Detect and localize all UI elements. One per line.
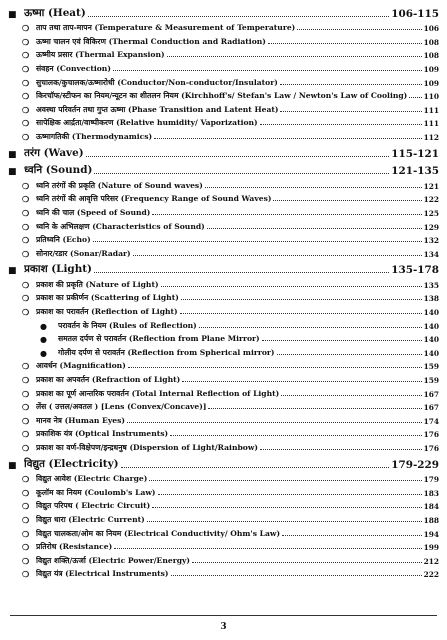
- toc-entry-title: ताप तथा ताप-मापन (Temperature & Measurement of Temperature): [36, 23, 296, 33]
- circle-bullet-icon: ❍: [22, 91, 30, 102]
- toc-entry-title: ऊष्मागतिकी (Thermodynamics): [36, 131, 153, 141]
- toc-item: [8, 471, 439, 485]
- toc-item: [8, 115, 439, 129]
- circle-bullet-icon: ❍: [22, 180, 30, 191]
- circle-bullet-icon: ❍: [22, 194, 30, 205]
- square-bullet-icon: ■: [8, 460, 17, 471]
- toc-entry-title: ऊष्मा (Heat): [24, 6, 86, 19]
- circle-bullet-icon: ❍: [22, 514, 30, 525]
- toc-entry-title: समतल दर्पण से परावर्तन (Reflection from Plane Mirror): [58, 334, 260, 344]
- circle-bullet-icon: ❍: [22, 501, 30, 512]
- toc-item: [8, 204, 439, 218]
- toc-entry-title: सुचालक/कुचालक/ऊष्मारोधी (Conductor/Non-conductor/Insulator): [36, 77, 278, 87]
- toc-entry-title: प्रकाश (Light): [24, 263, 92, 276]
- toc-item: [8, 426, 439, 440]
- toc-entry-title: विद्युत चालकता/ओम का नियम (Electrical Conductivity/ Ohm's Law): [36, 528, 281, 538]
- square-bullet-icon: ■: [8, 9, 17, 20]
- toc-entry-page: 159: [423, 362, 439, 372]
- dot-leader: [181, 298, 422, 300]
- toc-item: [8, 33, 439, 47]
- circle-bullet-icon: ❍: [22, 77, 30, 88]
- toc-entry-title: प्रकाशिक यंत्र (Optical Instruments): [36, 429, 169, 439]
- dot-leader: [127, 421, 422, 423]
- toc-section: [8, 2, 439, 20]
- circle-bullet-icon: ❍: [22, 528, 30, 539]
- dot-leader: [152, 213, 421, 215]
- dot-leader: [192, 561, 422, 563]
- toc-entry-page: 109: [423, 64, 439, 74]
- toc-entry-title: आवर्धन (Magnification): [36, 361, 126, 371]
- toc-entry-page: 167: [423, 403, 439, 413]
- circle-bullet-icon: ❍: [22, 118, 30, 129]
- toc-entry-title: विद्युत शक्ति/ऊर्जा (Electric Power/Energy): [36, 555, 191, 565]
- toc-item: [8, 498, 439, 512]
- toc-entry-page: 212: [423, 556, 439, 566]
- toc-entry-title: अवस्था परिवर्तन तथा गुप्त ऊष्मा (Phase Transition and Latent Heat): [36, 104, 279, 114]
- dot-leader: [167, 55, 422, 57]
- footer-rule: [10, 615, 437, 616]
- toc-entry-title: कूलॉम का नियम (Coulomb's Law): [36, 487, 156, 497]
- toc-entry-title: ऊष्मीय प्रसार (Thermal Expansion): [36, 50, 165, 60]
- dot-leader: [171, 574, 422, 576]
- toc-entry-page: 109: [423, 78, 439, 88]
- toc-subitem: [8, 344, 439, 358]
- toc-section: [8, 160, 439, 178]
- circle-bullet-icon: ❍: [22, 63, 30, 74]
- square-bullet-icon: ■: [8, 266, 17, 277]
- toc-entry-page: 140: [423, 308, 439, 318]
- toc-entry-page: 110: [423, 92, 439, 102]
- dot-bullet-icon: ●: [40, 334, 47, 345]
- dot-leader: [280, 110, 421, 112]
- toc-entry-page: 140: [423, 321, 439, 331]
- toc-item: [8, 412, 439, 426]
- toc-entry-page: 106-115: [391, 7, 439, 20]
- toc-entry-title: ध्वनि (Sound): [24, 164, 93, 177]
- toc-entry-title: मानव नेत्र (Human Eyes): [36, 415, 125, 425]
- toc-entry-page: 111: [423, 119, 439, 129]
- dot-leader: [297, 28, 421, 30]
- toc-item: [8, 88, 439, 102]
- toc-entry-title: संवहन (Convection): [36, 63, 111, 73]
- toc-item: [8, 439, 439, 453]
- toc-entry-page: 174: [423, 416, 439, 426]
- toc-entry-page: 179: [423, 475, 439, 485]
- toc-entry-page: 135: [423, 280, 439, 290]
- circle-bullet-icon: ❍: [22, 555, 30, 566]
- toc-item: [8, 385, 439, 399]
- toc-item: [8, 525, 439, 539]
- page-number: 3: [220, 622, 227, 632]
- circle-bullet-icon: ❍: [22, 542, 30, 553]
- dot-leader: [152, 506, 421, 508]
- dot-leader: [154, 137, 421, 139]
- dot-leader: [94, 271, 389, 273]
- toc-item: [8, 101, 439, 115]
- circle-bullet-icon: ❍: [22, 375, 30, 386]
- toc-entry-title: सापेक्षिक आर्द्रता/वाष्पीकरण (Relative humidity/ Vaporization): [36, 118, 258, 128]
- dot-leader: [114, 547, 421, 549]
- dot-leader: [88, 15, 390, 17]
- dot-leader: [182, 380, 421, 382]
- toc-entry-page: 188: [423, 515, 439, 525]
- toc-entry-title: परावर्तन के नियम (Rules of Reflection): [58, 320, 197, 330]
- toc-entry-page: 184: [423, 502, 439, 512]
- toc-entry-title: विद्युत (Electricity): [24, 457, 119, 470]
- dot-leader: [280, 83, 422, 85]
- circle-bullet-icon: ❍: [22, 415, 30, 426]
- toc-entry-page: 135-178: [391, 264, 439, 277]
- toc-entry-page: 112: [423, 132, 439, 142]
- circle-bullet-icon: ❍: [22, 50, 30, 61]
- toc-item: [8, 245, 439, 259]
- toc-entry-title: प्रकाश का प्रकीर्णन (Scattering of Light): [36, 293, 179, 303]
- toc-entry-title: विद्युत यंत्र (Electrical Instruments): [36, 569, 169, 579]
- toc-item: [8, 177, 439, 191]
- circle-bullet-icon: ❍: [22, 235, 30, 246]
- toc-entry-page: 199: [423, 543, 439, 553]
- toc-item: [8, 276, 439, 290]
- toc-item: [8, 74, 439, 88]
- dot-leader: [260, 448, 422, 450]
- toc-entry-title: लेंस ( उत्तल/अवतल ) [Lens (Convex/Concave)]: [36, 402, 207, 412]
- dot-leader: [133, 254, 422, 256]
- square-bullet-icon: ■: [8, 149, 17, 160]
- dot-leader: [161, 285, 422, 287]
- circle-bullet-icon: ❍: [22, 443, 30, 453]
- dot-leader: [281, 394, 421, 396]
- toc-section: [8, 142, 439, 160]
- dot-leader: [282, 534, 422, 536]
- toc-entry-title: गोलीय दर्पण से परावर्तन (Reflection from Spherical mirror): [58, 347, 275, 357]
- toc-entry-title: विद्युत आवेश (Electric Charge): [36, 474, 148, 484]
- table-of-contents: [8, 2, 439, 579]
- dot-leader: [208, 407, 421, 409]
- toc-entry-title: प्रतिध्वनि (Echo): [36, 235, 91, 245]
- toc-item: [8, 484, 439, 498]
- toc-item: [8, 128, 439, 142]
- dot-leader: [199, 326, 422, 328]
- toc-entry-page: 140: [423, 348, 439, 358]
- toc-entry-title: प्रकाश की प्रकृति (Nature of Light): [36, 279, 159, 289]
- toc-entry-title: प्रकाश का वर्ण-विक्षेपण/इन्द्रधनुष (Dispersion of Light/Rainbow): [36, 443, 258, 452]
- circle-bullet-icon: ❍: [22, 402, 30, 413]
- circle-bullet-icon: ❍: [22, 307, 30, 318]
- toc-item: [8, 303, 439, 317]
- circle-bullet-icon: ❍: [22, 36, 30, 47]
- circle-bullet-icon: ❍: [22, 221, 30, 232]
- toc-item: [8, 290, 439, 304]
- toc-entry-title: विद्युत धारा (Electric Current): [36, 514, 145, 524]
- toc-entry-page: 108: [423, 37, 439, 47]
- circle-bullet-icon: ❍: [22, 131, 30, 142]
- toc-entry-page: 167: [423, 389, 439, 399]
- toc-entry-page: 122: [423, 195, 439, 205]
- toc-entry-page: 159: [423, 376, 439, 386]
- toc-entry-page: 134: [423, 249, 439, 259]
- dot-bullet-icon: ●: [40, 320, 47, 331]
- circle-bullet-icon: ❍: [22, 487, 30, 498]
- toc-item: [8, 511, 439, 525]
- dot-leader: [180, 312, 422, 314]
- toc-entry-title: ध्वनि की चाल (Speed of Sound): [36, 207, 151, 217]
- dot-leader: [113, 69, 422, 71]
- toc-entry-page: 194: [423, 529, 439, 539]
- toc-entry-page: 111: [423, 105, 439, 115]
- toc-entry-page: 176: [423, 430, 439, 440]
- toc-entry-page: 179-229: [391, 458, 439, 471]
- circle-bullet-icon: ❍: [22, 388, 30, 399]
- dot-leader: [86, 155, 390, 157]
- dot-leader: [260, 123, 422, 125]
- dot-leader: [205, 186, 422, 188]
- dot-leader: [147, 520, 422, 522]
- dot-leader: [262, 339, 422, 341]
- circle-bullet-icon: ❍: [22, 293, 30, 304]
- toc-subitem: [8, 317, 439, 331]
- dot-leader: [273, 199, 421, 201]
- toc-item: [8, 218, 439, 232]
- toc-entry-page: 106: [423, 24, 439, 34]
- circle-bullet-icon: ❍: [22, 569, 30, 580]
- toc-entry-page: 132: [423, 236, 439, 246]
- toc-entry-title: ऊष्मा चालन एवं विकिरण (Thermal Conduction and Radiation): [36, 36, 266, 46]
- toc-entry-title: किरचॉफ/स्टीफन का नियम/न्यूटन का शीतलन नियम (Kirchhoff's/ Stefan's Law / Newton's Law of Cooling): [36, 91, 408, 101]
- toc-entry-title: तरंग (Wave): [24, 146, 84, 159]
- toc-item: [8, 358, 439, 372]
- circle-bullet-icon: ❍: [22, 474, 30, 485]
- dot-bullet-icon: ●: [40, 347, 47, 358]
- toc-item: [8, 399, 439, 413]
- toc-entry-title: प्रकाश का परावर्तन (Reflection of Light): [36, 307, 178, 317]
- dot-leader: [128, 366, 422, 368]
- circle-bullet-icon: ❍: [22, 248, 30, 259]
- toc-entry-page: 222: [423, 570, 439, 580]
- toc-entry-title: प्रकाश का अपवर्तन (Refraction of Light): [36, 375, 181, 385]
- toc-entry-page: 108: [423, 51, 439, 61]
- dot-leader: [268, 42, 422, 44]
- toc-entry-page: 176: [423, 444, 439, 453]
- toc-item: [8, 232, 439, 246]
- toc-subitem: [8, 331, 439, 345]
- toc-section: [8, 259, 439, 277]
- toc-item: [8, 60, 439, 74]
- dot-leader: [93, 240, 422, 242]
- dot-leader: [149, 479, 421, 481]
- circle-bullet-icon: ❍: [22, 279, 30, 290]
- toc-item: [8, 539, 439, 553]
- dot-leader: [121, 466, 390, 468]
- toc-entry-title: प्रकाश का पूर्ण आन्तरिक परावर्तन (Total Internal Reflection of Light): [36, 388, 280, 398]
- dot-leader: [277, 353, 422, 355]
- toc-section: [8, 453, 439, 471]
- dot-leader: [409, 96, 421, 98]
- toc-entry-title: ध्वनि तरंगों की प्रकृति (Nature of Sound waves): [36, 180, 203, 190]
- toc-entry-page: 121-135: [391, 165, 439, 178]
- toc-entry-page: 115-121: [391, 147, 439, 160]
- toc-item: [8, 371, 439, 385]
- square-bullet-icon: ■: [8, 167, 17, 178]
- toc-entry-page: 129: [423, 222, 439, 232]
- toc-entry-page: 138: [423, 294, 439, 304]
- toc-entry-title: विद्युत परिपथ ( Electric Circuit): [36, 501, 151, 511]
- toc-item: [8, 566, 439, 580]
- toc-entry-title: प्रतिरोध (Resistance): [36, 542, 113, 552]
- toc-entry-page: 125: [423, 208, 439, 218]
- toc-entry-page: 183: [423, 488, 439, 498]
- toc-entry-page: 140: [423, 335, 439, 345]
- toc-item: [8, 552, 439, 566]
- toc-entry-page: 121: [423, 181, 439, 191]
- toc-entry-title: ध्वनि के अभिलक्षण (Characteristics of Sound): [36, 221, 205, 231]
- circle-bullet-icon: ❍: [22, 429, 30, 440]
- circle-bullet-icon: ❍: [22, 104, 30, 115]
- toc-entry-title: ध्वनि तरंगों की आवृत्ति परिसर (Frequency Range of Sound Waves): [36, 194, 272, 204]
- dot-leader: [158, 493, 422, 495]
- circle-bullet-icon: ❍: [22, 361, 30, 372]
- toc-item: [8, 47, 439, 61]
- dot-leader: [94, 172, 389, 174]
- dot-leader: [207, 227, 422, 229]
- toc-entry-title: सोनार/रडार (Sonar/Radar): [36, 248, 131, 258]
- toc-item: [8, 191, 439, 205]
- circle-bullet-icon: ❍: [22, 23, 30, 34]
- toc-item: [8, 20, 439, 34]
- dot-leader: [170, 434, 421, 436]
- circle-bullet-icon: ❍: [22, 207, 30, 218]
